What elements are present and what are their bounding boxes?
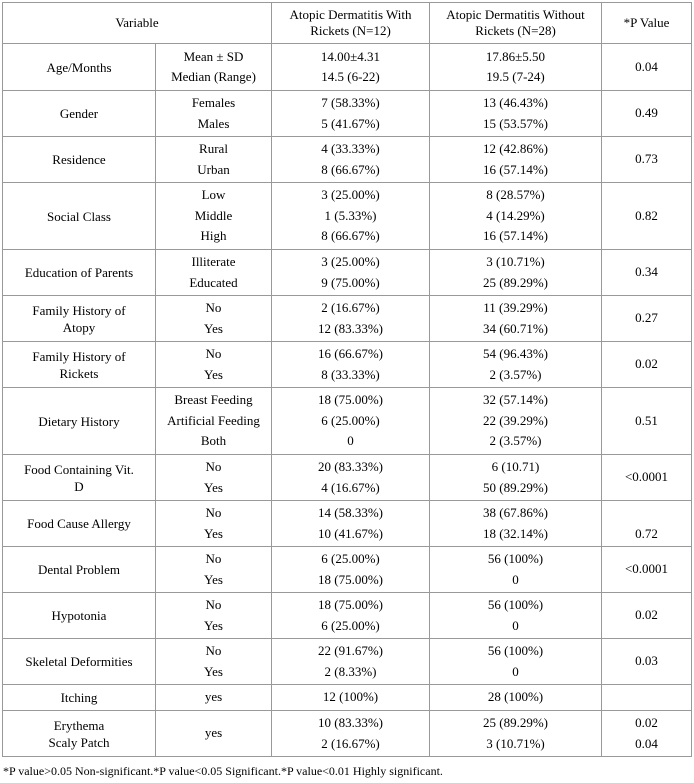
subcategory-cell-line: Yes <box>204 366 223 382</box>
subcategory-cell-line: Yes <box>204 663 223 679</box>
variable-cell-line: Age/Months <box>46 59 112 75</box>
subcategory-cell <box>156 250 272 296</box>
with-rickets-cell <box>272 711 430 757</box>
p-value-cell-line: 0.34 <box>635 264 658 280</box>
without-rickets-cell-line: 13 (46.43%) <box>483 95 548 110</box>
variable-cell <box>3 685 156 711</box>
subcategory-cell <box>156 388 272 455</box>
with-rickets-cell <box>272 388 430 455</box>
subcategory-cell-line: Artificial Feeding <box>167 412 260 428</box>
without-rickets-cell-line: 3 (10.71%) <box>486 735 545 751</box>
with-rickets-cell-line: 0 <box>347 433 354 449</box>
without-rickets-cell-line: 0 <box>512 617 519 633</box>
p-value-cell-line: 0.27 <box>635 310 658 326</box>
subcategory-cell-line: No <box>205 505 222 520</box>
table-row <box>3 593 692 639</box>
variable-cell-line: Family History of <box>32 302 126 318</box>
variable-cell-line: Dietary History <box>38 413 120 429</box>
table-row <box>3 639 692 685</box>
without-rickets-cell-line: 6 (10.71) <box>491 459 540 474</box>
without-rickets-cell-line: 4 (14.29%) <box>486 207 545 223</box>
with-rickets-cell <box>272 593 430 639</box>
subcategory-cell <box>156 547 272 593</box>
without-rickets-cell <box>430 183 602 250</box>
p-value-cell <box>602 547 692 593</box>
variable-cell <box>3 44 156 91</box>
data-table <box>2 2 692 757</box>
table-row <box>3 685 692 711</box>
variable-cell-line: Food Cause Allergy <box>27 516 131 531</box>
with-rickets-cell-line: 6 (25.00%) <box>321 617 380 633</box>
with-rickets-cell <box>272 44 430 91</box>
with-rickets-cell-line: 3 (25.00%) <box>321 187 380 203</box>
variable-cell-line: Dental Problem <box>38 562 120 577</box>
with-rickets-cell <box>272 501 430 547</box>
p-value-cell-line: 0.82 <box>635 207 658 223</box>
without-rickets-cell-line: 2 (3.57%) <box>489 433 542 449</box>
subcategory-cell <box>156 91 272 137</box>
with-rickets-cell-line: 14.5 (6-22) <box>321 69 380 84</box>
with-rickets-cell-line: 20 (83.33%) <box>318 459 383 474</box>
p-value-cell-line: 0.02 <box>635 356 658 372</box>
with-rickets-cell <box>272 639 430 685</box>
subcategory-cell <box>156 342 272 388</box>
subcategory-cell-line: Educated <box>189 274 238 290</box>
with-rickets-cell <box>272 137 430 183</box>
p-value-cell <box>602 250 692 296</box>
without-rickets-cell-line: 12 (42.86%) <box>483 141 548 156</box>
subcategory-cell-line: yes <box>204 689 223 705</box>
with-rickets-cell-line: 10 (83.33%) <box>318 715 383 730</box>
without-rickets-cell <box>430 44 602 91</box>
without-rickets-cell-line: 56 (100%) <box>487 597 544 612</box>
variable-cell-line: Erythema <box>53 717 105 733</box>
subcategory-cell-line: Yes <box>204 479 223 495</box>
subcategory-cell-line: High <box>200 228 227 244</box>
with-rickets-cell <box>272 685 430 711</box>
p-value-cell <box>602 455 692 501</box>
with-rickets-cell-line: 8 (66.67%) <box>321 228 380 244</box>
with-rickets-cell-line: 18 (75.00%) <box>318 571 383 587</box>
without-rickets-cell-line: 25 (89.29%) <box>483 274 548 290</box>
subcategory-cell <box>156 137 272 183</box>
without-rickets-cell <box>430 685 602 711</box>
variable-cell-line: Family History of <box>32 348 126 364</box>
subcategory-cell-line: Females <box>191 95 236 110</box>
with-rickets-cell <box>272 342 430 388</box>
subcategory-cell <box>156 685 272 711</box>
with-rickets-cell-line: 4 (16.67%) <box>321 479 380 495</box>
without-rickets-cell-line: 34 (60.71%) <box>483 320 548 336</box>
header-without-rickets: Atopic Dermatitis Without Rickets (N=28) <box>430 3 602 44</box>
p-value-cell-line: 0.04 <box>635 58 658 74</box>
subcategory-cell-line: No <box>205 346 222 361</box>
table-row <box>3 342 692 388</box>
variable-cell-line: Rickets <box>59 365 99 381</box>
p-value-cell-line <box>606 503 687 524</box>
variable-cell <box>3 137 156 183</box>
subcategory-cell-line: Illiterate <box>191 254 236 269</box>
subcategory-cell-line: Mean ± SD <box>183 48 244 64</box>
with-rickets-cell-line: 2 (8.33%) <box>324 663 377 679</box>
with-rickets-cell-line: 2 (16.67%) <box>321 300 380 315</box>
subcategory-cell-line: Yes <box>204 320 223 336</box>
without-rickets-cell-line: 16 (57.14%) <box>483 228 548 244</box>
p-value-cell-line: 0.02 <box>635 715 658 730</box>
variable-cell-line: Atopy <box>62 319 96 335</box>
p-value-cell-line: 0.73 <box>635 151 658 167</box>
variable-cell <box>3 183 156 250</box>
table-row <box>3 388 692 455</box>
subcategory-cell-line: Rural <box>199 141 228 156</box>
with-rickets-cell-line: 6 (25.00%) <box>321 551 380 566</box>
variable-cell-line: Food Containing Vit. <box>24 461 134 477</box>
with-rickets-cell-line: 3 (25.00%) <box>321 254 380 269</box>
variable-cell <box>3 711 156 757</box>
subcategory-cell-line: No <box>205 551 222 566</box>
with-rickets-cell <box>272 547 430 593</box>
variable-cell-line: Scaly Patch <box>48 734 110 750</box>
variable-cell <box>3 296 156 342</box>
subcategory-cell-line: No <box>205 459 222 474</box>
with-rickets-cell-line: 10 (41.67%) <box>318 525 383 541</box>
with-rickets-cell-line: 4 (33.33%) <box>321 141 380 156</box>
subcategory-cell-line: No <box>205 300 222 315</box>
variable-cell-line: Skeletal Deformities <box>25 654 133 669</box>
table-row <box>3 455 692 501</box>
variable-cell <box>3 639 156 685</box>
p-value-cell-line: 0.04 <box>635 735 658 751</box>
subcategory-cell-line: Low <box>201 187 226 203</box>
p-value-cell <box>602 183 692 250</box>
subcategory-cell-line: Middle <box>194 207 233 223</box>
table-row <box>3 501 692 547</box>
with-rickets-cell-line: 16 (66.67%) <box>318 346 383 361</box>
p-value-cell-line: 0.51 <box>635 412 658 428</box>
subcategory-cell-line: Urban <box>197 161 230 177</box>
subcategory-cell-line: Males <box>197 115 230 131</box>
without-rickets-cell <box>430 501 602 547</box>
table-row <box>3 137 692 183</box>
without-rickets-cell-line: 8 (28.57%) <box>486 187 545 203</box>
with-rickets-cell-line: 9 (75.00%) <box>321 274 380 290</box>
p-value-cell <box>602 91 692 137</box>
variable-cell <box>3 455 156 501</box>
p-value-cell-line: 0.03 <box>635 653 658 669</box>
subcategory-cell-line: Median (Range) <box>171 69 256 84</box>
table-row <box>3 183 692 250</box>
table-row <box>3 711 692 757</box>
with-rickets-cell <box>272 91 430 137</box>
with-rickets-cell-line: 14 (58.33%) <box>318 505 383 520</box>
without-rickets-cell-line: 25 (89.29%) <box>483 715 548 730</box>
subcategory-cell <box>156 639 272 685</box>
subcategory-cell-line: Yes <box>204 571 223 587</box>
p-value-cell-line: 0.49 <box>635 105 658 121</box>
without-rickets-cell-line: 19.5 (7-24) <box>486 69 545 84</box>
p-value-cell-line: <0.0001 <box>624 561 669 577</box>
without-rickets-cell <box>430 455 602 501</box>
without-rickets-cell-line: 56 (100%) <box>487 643 544 658</box>
p-value-cell <box>602 296 692 342</box>
without-rickets-cell-line: 15 (53.57%) <box>483 115 548 131</box>
p-value-cell <box>602 501 692 547</box>
variable-cell-line: Social Class <box>47 208 111 224</box>
without-rickets-cell <box>430 296 602 342</box>
subcategory-cell <box>156 711 272 757</box>
variable-cell <box>3 91 156 137</box>
table-body <box>3 44 692 757</box>
without-rickets-cell-line: 3 (10.71%) <box>486 254 545 269</box>
subcategory-cell-line: Yes <box>204 525 223 541</box>
subcategory-cell-line: Breast Feeding <box>174 392 253 408</box>
table-row <box>3 44 692 91</box>
subcategory-cell <box>156 593 272 639</box>
without-rickets-cell-line: 56 (100%) <box>487 551 544 566</box>
with-rickets-cell-line: 22 (91.67%) <box>318 643 383 658</box>
with-rickets-cell <box>272 183 430 250</box>
without-rickets-cell-line: 28 (100%) <box>487 689 544 705</box>
p-value-cell <box>602 639 692 685</box>
p-value-cell <box>602 388 692 455</box>
with-rickets-cell-line: 7 (58.33%) <box>321 95 380 110</box>
subcategory-cell-line: yes <box>204 725 223 741</box>
subcategory-cell <box>156 455 272 501</box>
without-rickets-cell <box>430 711 602 757</box>
without-rickets-cell <box>430 547 602 593</box>
p-value-cell-line <box>606 687 687 708</box>
table-row <box>3 547 692 593</box>
variable-cell-line: Hypotonia <box>51 608 107 623</box>
without-rickets-cell <box>430 388 602 455</box>
p-value-cell <box>602 137 692 183</box>
with-rickets-cell-line: 14.00±4.31 <box>320 48 381 64</box>
with-rickets-cell-line: 1 (5.33%) <box>324 207 377 223</box>
variable-cell-line: Residence <box>52 152 106 167</box>
variable-cell <box>3 593 156 639</box>
with-rickets-cell-line: 18 (75.00%) <box>318 392 383 408</box>
without-rickets-cell <box>430 342 602 388</box>
subcategory-cell <box>156 501 272 547</box>
without-rickets-cell <box>430 91 602 137</box>
subcategory-cell-line: Both <box>200 433 227 449</box>
without-rickets-cell <box>430 593 602 639</box>
header-p-value: *P Value <box>602 3 692 44</box>
without-rickets-cell-line: 0 <box>512 571 519 587</box>
p-value-cell <box>602 44 692 91</box>
without-rickets-cell-line: 16 (57.14%) <box>483 161 548 177</box>
subcategory-cell <box>156 296 272 342</box>
without-rickets-cell-line: 17.86±5.50 <box>485 48 546 64</box>
with-rickets-cell-line: 12 (100%) <box>322 689 379 705</box>
with-rickets-cell-line: 18 (75.00%) <box>318 597 383 612</box>
subcategory-cell-line: No <box>205 643 222 658</box>
without-rickets-cell-line: 0 <box>512 663 519 679</box>
header-with-rickets: Atopic Dermatitis With Rickets (N=12) <box>272 3 430 44</box>
subcategory-cell <box>156 44 272 91</box>
with-rickets-cell-line: 2 (16.67%) <box>321 735 380 751</box>
without-rickets-cell-line: 11 (39.29%) <box>483 300 548 315</box>
with-rickets-cell <box>272 455 430 501</box>
without-rickets-cell <box>430 639 602 685</box>
without-rickets-cell-line: 2 (3.57%) <box>489 366 542 382</box>
variable-cell <box>3 547 156 593</box>
with-rickets-cell-line: 12 (83.33%) <box>318 320 383 336</box>
without-rickets-cell-line: 22 (39.29%) <box>483 412 548 428</box>
without-rickets-cell-line: 32 (57.14%) <box>483 392 548 408</box>
header-variable: Variable <box>3 3 272 44</box>
p-value-cell-line: 0.72 <box>635 525 658 541</box>
p-value-cell <box>602 342 692 388</box>
with-rickets-cell-line: 5 (41.67%) <box>321 115 380 131</box>
p-value-cell <box>602 685 692 711</box>
without-rickets-cell <box>430 250 602 296</box>
without-rickets-cell-line: 38 (67.86%) <box>483 505 548 520</box>
table-row <box>3 91 692 137</box>
without-rickets-cell-line: 54 (96.43%) <box>483 346 548 361</box>
variable-cell <box>3 250 156 296</box>
variable-cell <box>3 388 156 455</box>
without-rickets-cell <box>430 137 602 183</box>
footnote: *P value>0.05 Non-significant.*P value<0.05 Significant.*P value<0.01 Highly significant. <box>3 764 443 778</box>
variable-cell <box>3 501 156 547</box>
variable-cell-line: Education of Parents <box>24 265 134 280</box>
without-rickets-cell-line: 50 (89.29%) <box>483 479 548 495</box>
with-rickets-cell <box>272 296 430 342</box>
with-rickets-cell-line: 8 (33.33%) <box>321 366 380 382</box>
p-value-cell-line: 0.02 <box>635 607 658 623</box>
subcategory-cell-line: Yes <box>204 617 223 633</box>
p-value-cell-line: <0.0001 <box>624 469 669 485</box>
without-rickets-cell-line: 18 (32.14%) <box>483 525 548 541</box>
p-value-cell <box>602 593 692 639</box>
with-rickets-cell-line: 8 (66.67%) <box>321 161 380 177</box>
header-row <box>3 3 692 44</box>
variable-cell-line: D <box>74 478 84 494</box>
p-value-cell <box>602 711 692 757</box>
variable-cell-line: Itching <box>60 690 98 705</box>
subcategory-cell-line: No <box>205 597 222 612</box>
with-rickets-cell-line: 6 (25.00%) <box>321 412 380 428</box>
subcategory-cell <box>156 183 272 250</box>
with-rickets-cell <box>272 250 430 296</box>
table-row <box>3 296 692 342</box>
table-row <box>3 250 692 296</box>
variable-cell-line: Gender <box>59 106 99 121</box>
variable-cell <box>3 342 156 388</box>
